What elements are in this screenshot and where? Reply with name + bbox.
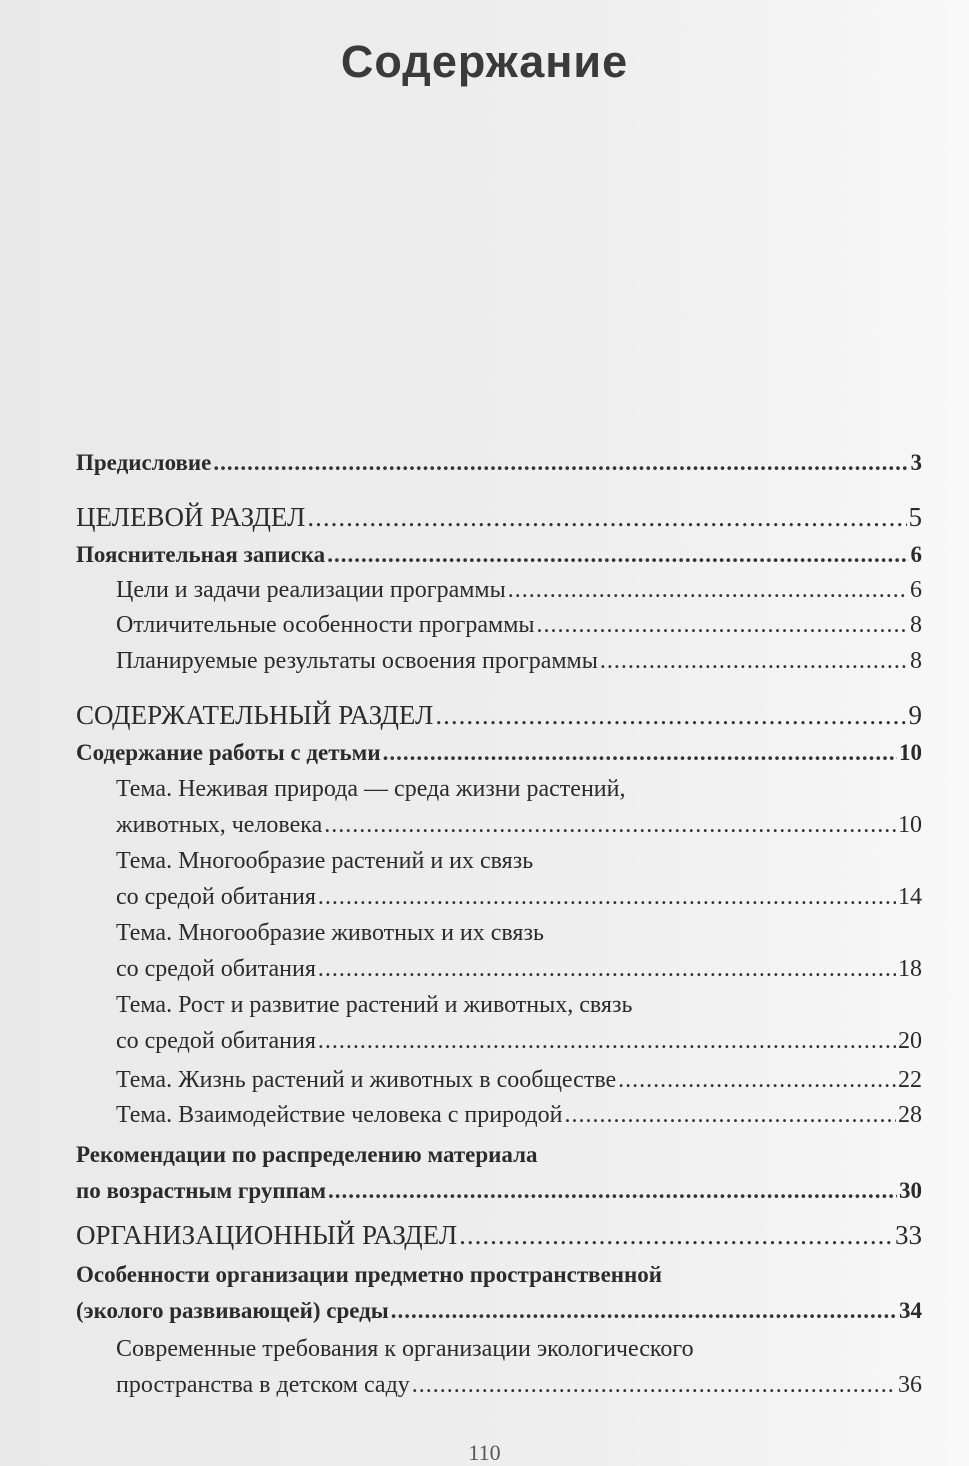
toc-entry-title-line1: Особенности организации предметно пространственной <box>76 1262 663 1287</box>
toc-entry-title: Предисловие <box>76 450 212 475</box>
toc-page-number: 9 <box>908 700 922 730</box>
toc-entry-work-with-children <box>76 735 922 771</box>
leader-dots <box>327 537 908 573</box>
toc-page-number: 5 <box>908 502 922 532</box>
toc-page-number: 6 <box>910 577 922 603</box>
toc-entry-title: Пояснительная записка <box>76 542 326 567</box>
footer-page-number: 110 <box>468 1440 501 1465</box>
leader-dots <box>213 445 908 481</box>
leader-dots <box>328 1173 897 1209</box>
toc-page-number: 30 <box>899 1178 922 1203</box>
toc-entry-title: Тема. Жизнь растений и животных в сообществе <box>116 1067 617 1093</box>
toc-page-number: 6 <box>910 542 922 567</box>
toc-entry-title: Цели и задачи реализации программы <box>116 577 506 603</box>
leader-dots <box>391 1293 897 1329</box>
toc-entry-topic-animals <box>76 915 922 987</box>
toc-entry-modern-requirements <box>76 1331 922 1403</box>
toc-entry-title-line1: Современные требования к организации экологического <box>116 1336 694 1362</box>
page-title: Содержание <box>340 36 629 87</box>
leader-dots <box>318 1023 896 1059</box>
toc-entry-title: пространства в детском саду <box>116 1372 410 1398</box>
toc-entry-title: со средой обитания <box>116 956 316 982</box>
toc-page-number: 36 <box>898 1372 922 1398</box>
toc-entry-title: со средой обитания <box>116 1028 316 1054</box>
toc-entry-title-line1: Тема. Многообразие растений и их связь <box>116 848 534 874</box>
toc-entry-title: (эколого развивающей) среды <box>76 1298 389 1323</box>
toc-entry-environment-features <box>76 1257 922 1329</box>
toc-page-number: 34 <box>899 1298 922 1323</box>
leader-dots <box>508 572 908 608</box>
toc-page-number: 20 <box>898 1028 922 1054</box>
leader-dots <box>318 879 896 915</box>
toc-page-number: 28 <box>898 1102 922 1128</box>
toc-entry-title: СОДЕРЖАТЕЛЬНЫЙ РАЗДЕЛ <box>76 700 434 730</box>
toc-entry-title: животных, человека <box>116 812 323 838</box>
toc-entry-title: Отличительные особенности программы <box>116 612 535 638</box>
toc-page-number: 14 <box>898 884 922 910</box>
toc-entry-target-section <box>76 499 922 535</box>
leader-dots <box>324 807 896 843</box>
toc-entry-title: Содержание работы с детьми <box>76 740 381 765</box>
toc-entry-recommendations <box>76 1137 922 1209</box>
toc-entry-title-line1: Тема. Многообразие животных и их связь <box>116 920 544 946</box>
leader-dots <box>318 951 896 987</box>
toc-entry-topic-growth <box>76 987 922 1059</box>
toc-entry-organizational-section <box>76 1217 922 1253</box>
leader-dots <box>307 499 906 535</box>
toc-entry-title: Планируемые результаты освоения программы <box>116 648 598 674</box>
toc-entry-title-line1: Рекомендации по распределению материала <box>76 1142 538 1167</box>
leader-dots <box>618 1062 896 1098</box>
toc-entry-topic-human-nature <box>76 1097 922 1133</box>
toc-entry-topic-plants <box>76 843 922 915</box>
toc-entry-goals <box>76 572 922 608</box>
toc-entry-topic-nonliving-nature <box>76 771 922 843</box>
leader-dots <box>412 1367 896 1403</box>
leader-dots <box>564 1097 896 1133</box>
toc-entry-title-line1: Тема. Неживая природа — среда жизни растений, <box>116 776 626 802</box>
toc-entry-content-section <box>76 697 922 733</box>
leader-dots <box>459 1217 893 1253</box>
toc-entry-features <box>76 607 922 643</box>
toc-entry-preface <box>76 445 922 481</box>
leader-dots <box>435 697 906 733</box>
toc-page-number: 8 <box>910 648 922 674</box>
toc-page-number: 3 <box>910 450 922 475</box>
toc-page-number: 18 <box>898 956 922 982</box>
toc-page-number: 22 <box>898 1067 922 1093</box>
leader-dots <box>600 643 908 679</box>
toc-entry-title: по возрастным группам <box>76 1178 327 1203</box>
toc-page-number: 10 <box>899 740 922 765</box>
leader-dots <box>383 735 897 771</box>
toc-page-number: 10 <box>898 812 922 838</box>
toc-entry-explanatory-note <box>76 537 922 573</box>
toc-entry-title: ОРГАНИЗАЦИОННЫЙ РАЗДЕЛ <box>76 1220 458 1250</box>
toc-entry-topic-community <box>76 1062 922 1098</box>
toc-entry-title-line1: Тема. Рост и развитие растений и животных, связь <box>116 992 633 1018</box>
leader-dots <box>537 607 908 643</box>
toc-entry-title: со средой обитания <box>116 884 316 910</box>
toc-page-number: 8 <box>910 612 922 638</box>
toc-page-number: 33 <box>895 1220 922 1250</box>
toc-entry-title: Тема. Взаимодействие человека с природой <box>116 1102 563 1128</box>
toc-entry-results <box>76 643 922 679</box>
toc-entry-title: ЦЕЛЕВОЙ РАЗДЕЛ <box>76 502 306 532</box>
